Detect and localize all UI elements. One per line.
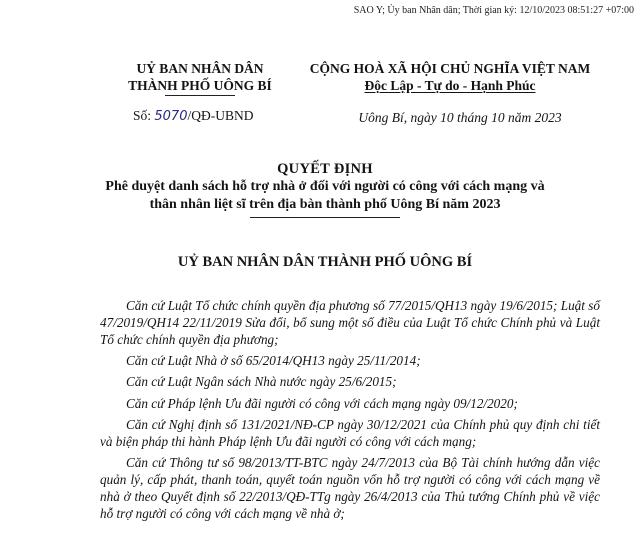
paragraph: Căn cứ Luật Ngân sách Nhà nước ngày 25/6/2015; [126, 374, 397, 390]
paragraph: Căn cứ Pháp lệnh Ưu đãi người có công với cách mạng ngày 09/12/2020; [126, 395, 518, 411]
decision-title: QUYẾT ĐỊNH [277, 161, 373, 177]
paragraph: Căn cứ Luật Tổ chức chính quyền địa phương số 77/2015/QH13 ngày 19/6/2015; Luật số 47/2019/QH14 22/11/2019 Sửa đổi, bổ sung một số điều của Luật Tổ chức Chính phủ và Luật Tổ chức chính quyền địa phương; [100, 298, 600, 347]
place-date: Uông Bí, ngày 10 tháng 10 năm 2023 [358, 110, 562, 125]
paragraph: Căn cứ Nghị định số 131/2021/NĐ-CP ngày 30/12/2021 của Chính phủ quy định chi tiết và biện pháp thi hành Pháp lệnh Ưu đãi người có công với cách mạng; [100, 417, 600, 449]
decision-title-block [70, 160, 580, 218]
paragraph: Căn cứ Thông tư số 98/2013/TT-BTC ngày 24/7/2013 của Bộ Tài chính hướng dẫn việc quản lý, cấp phát, thanh toán, quyết toán nguồn vốn hỗ trợ người có công với cách mạng về nhà ở theo Quyết định số 22/2013/QĐ-TTg ngày 26/4/2013 của Thủ tướng Chính phủ về việc hỗ trợ người có công với cách mạng về nhà ở; [100, 455, 600, 521]
title-underline [250, 217, 400, 218]
issuing-authority-header [95, 60, 305, 96]
authority-line-1: UỶ BAN NHÂN DÂN [136, 61, 264, 76]
authority-heading: UỶ BAN NHÂN DÂN THÀNH PHỐ UÔNG BÍ [177, 254, 473, 270]
paragraph: Căn cứ Luật Nhà ở số 65/2014/QH13 ngày 25/11/2014; [126, 352, 421, 368]
authority-line-2: THÀNH PHỐ UÔNG BÍ [128, 78, 272, 93]
decision-subtitle-2: thân nhân liệt sĩ trên địa bàn thành phố Uông Bí năm 2023 [149, 197, 501, 212]
doc-number-prefix: Số: [133, 108, 152, 123]
national-motto: Độc Lập - Tự do - Hạnh Phúc [364, 78, 536, 93]
decision-subtitle-1: Phê duyệt danh sách hỗ trợ nhà ở đối với người có công với cách mạng và [105, 179, 545, 194]
doc-number-suffix: /QĐ-UBND [187, 108, 254, 123]
digital-signature-stamp: SAO Y; Ủy ban Nhân dân; Thời gian ký: 12/10/2023 08:51:27 +07:00 [353, 5, 634, 16]
national-header [285, 60, 615, 94]
authority-underline [165, 95, 235, 96]
document-body [100, 298, 600, 527]
national-title: CỘNG HOÀ XÃ HỘI CHỦ NGHĨA VIỆT NAM [309, 61, 591, 76]
doc-number-handwritten: 5070 [154, 109, 188, 124]
document-number [133, 108, 253, 124]
